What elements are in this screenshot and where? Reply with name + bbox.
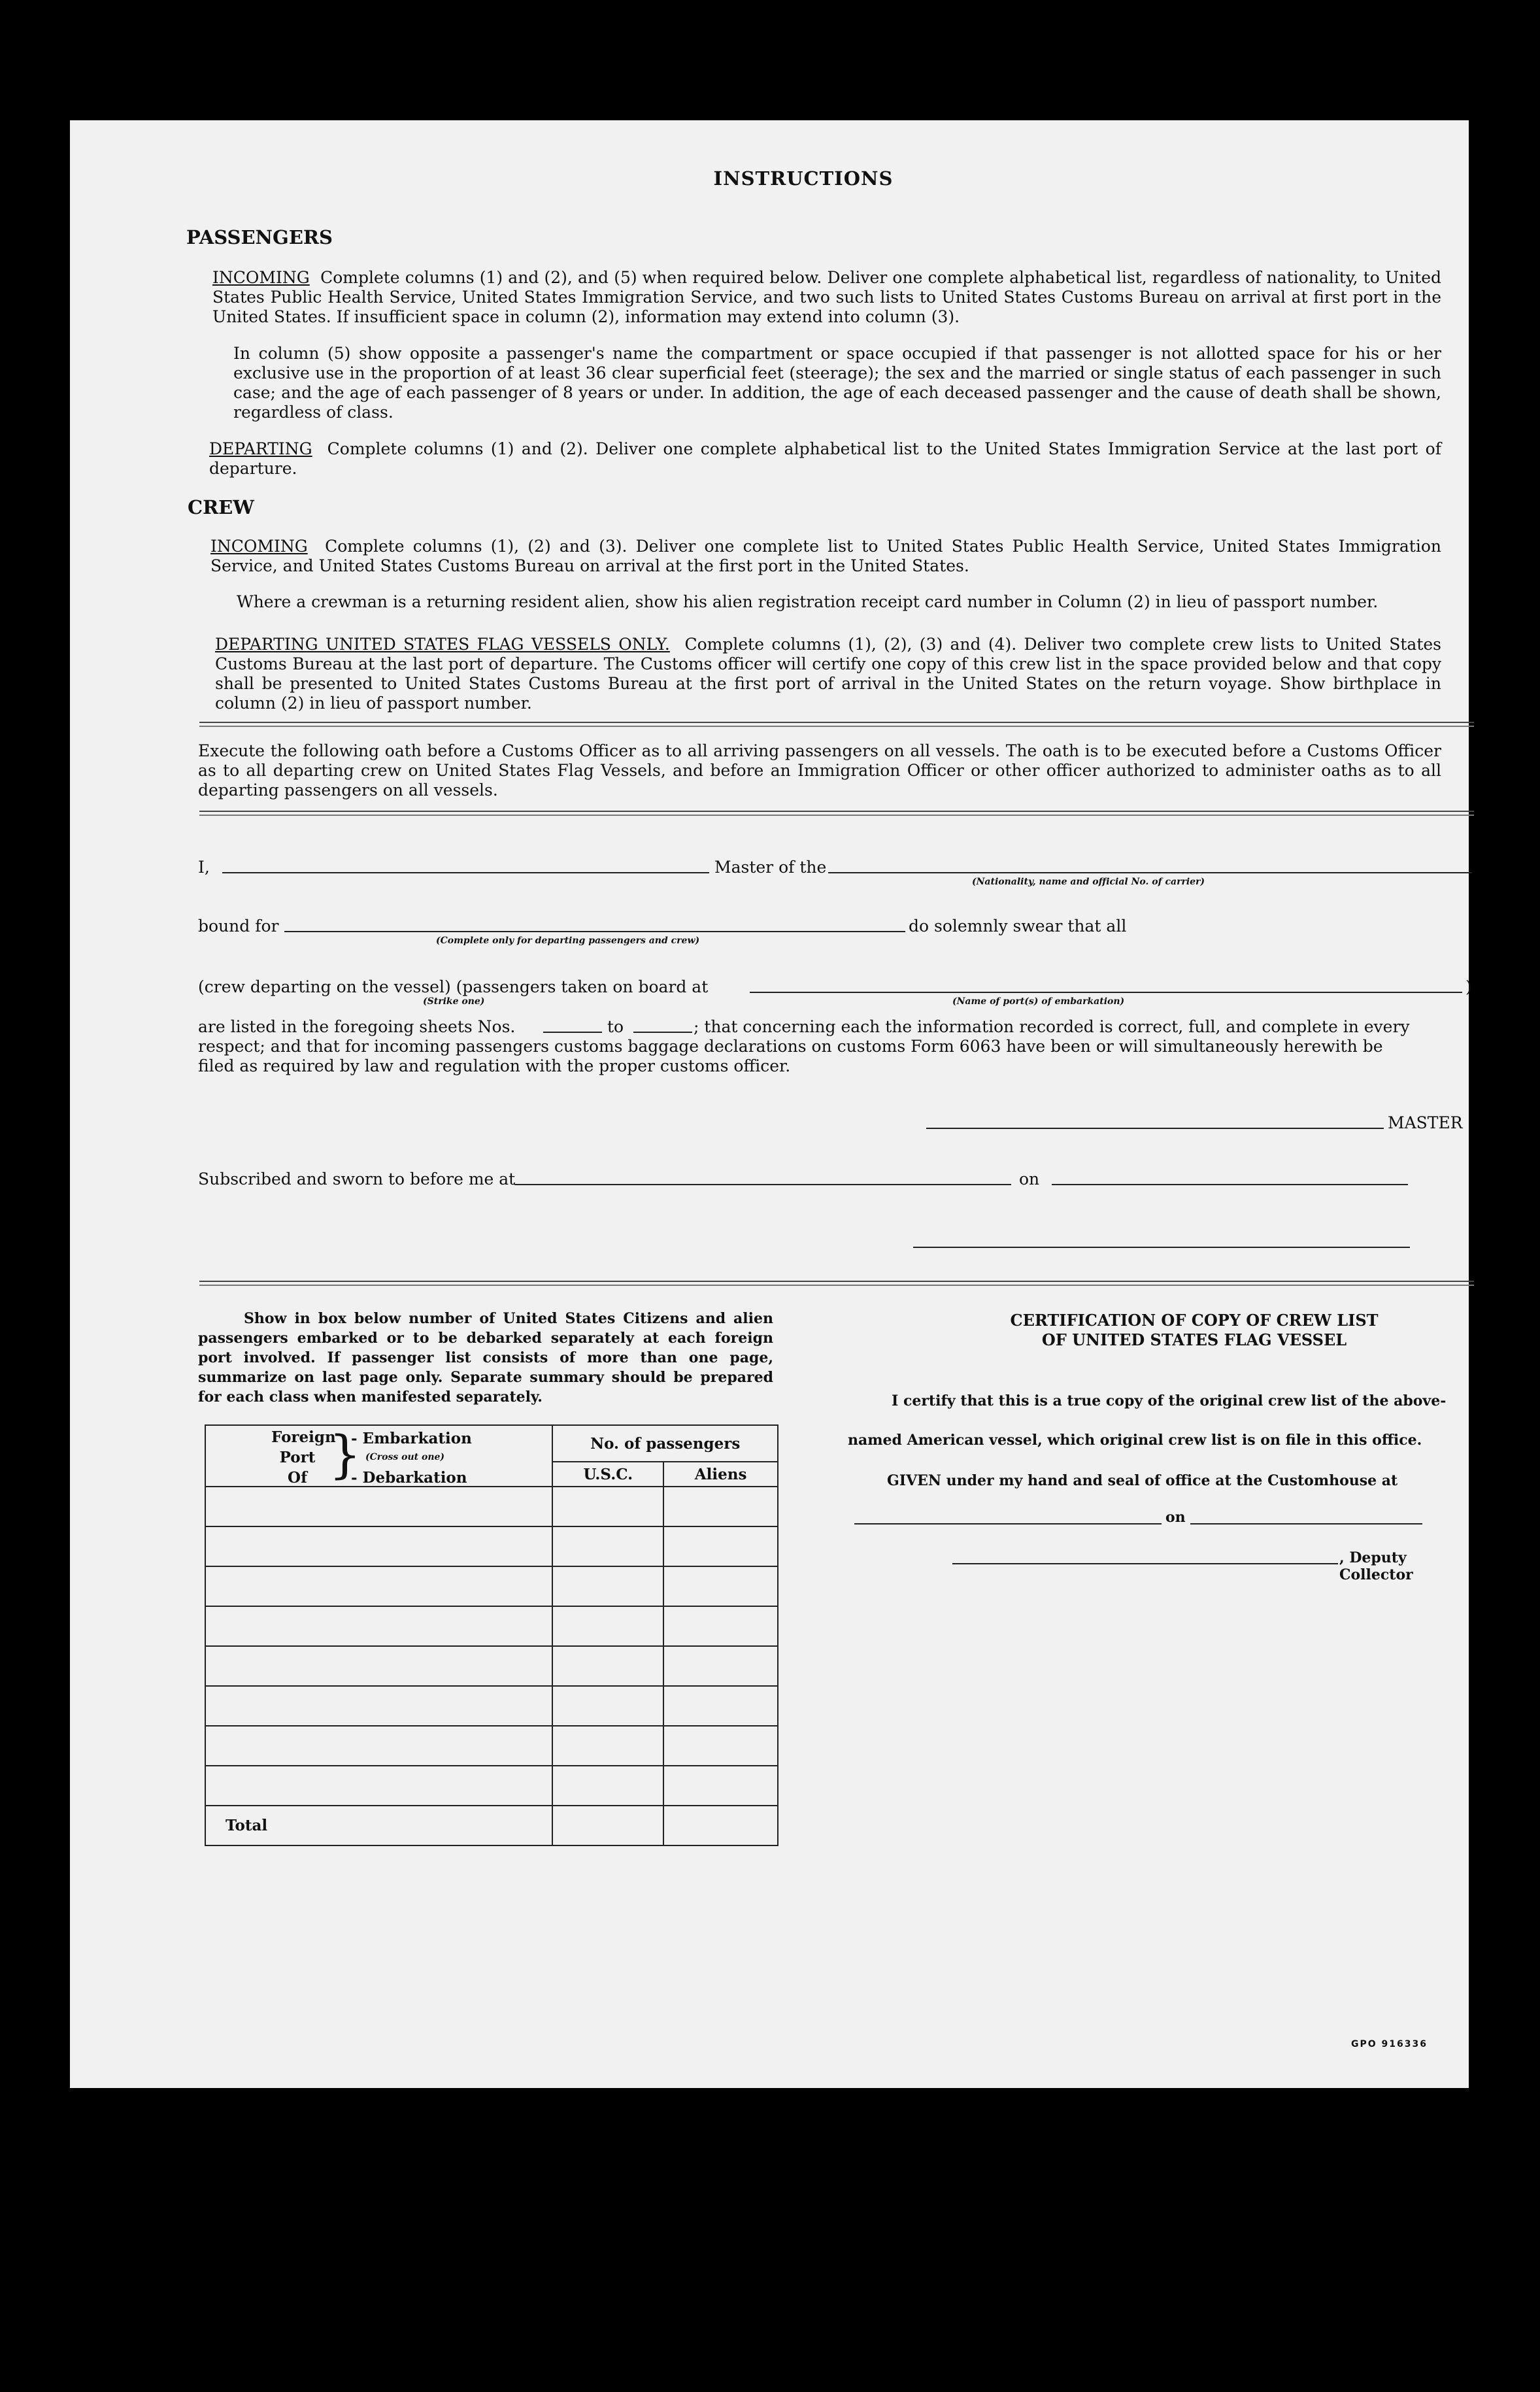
table-row [205, 1766, 778, 1806]
crew-heading: CREW [188, 496, 254, 518]
sheet-to-field[interactable] [633, 1032, 692, 1033]
of-label: Of [288, 1469, 307, 1487]
summary-instruction: Show in box below number of United States Citizens and alien passengers embarked or to be debarked separately at each foreign port involved. If passenger list consists of more than one page, summarize on last page only. Separate summary should be prepared for each class when manifested separately. [198, 1310, 773, 1406]
total-row [205, 1806, 778, 1845]
passengers-departing-text: Complete columns (1) and (2). Deliver one complete alphabetical list to the United States Immigration Service at the last port of departure. [209, 439, 1441, 478]
table-row [205, 1487, 778, 1526]
sworn-date-field[interactable] [1052, 1184, 1408, 1185]
subscribed-label: Subscribed and sworn to before me at [198, 1170, 516, 1188]
complete-caption: (Complete only for departing passengers and crew) [436, 935, 700, 946]
to-label: to [607, 1017, 624, 1036]
sworn-place-field[interactable] [514, 1184, 1011, 1185]
certification-heading-line-1: CERTIFICATION OF COPY OF CREW LIST [1010, 1311, 1379, 1330]
solemnly-swear-label: do solemnly swear that all [909, 917, 1127, 935]
given-text: GIVEN under my hand and seal of office at the Customhouse at [887, 1472, 1398, 1489]
passengers-departing-label: DEPARTING [209, 439, 312, 458]
deputy-signature-field[interactable] [952, 1563, 1338, 1564]
page-title: INSTRUCTIONS [713, 167, 894, 190]
certification-heading [887, 1311, 1501, 1350]
certification-heading-line-2: OF UNITED STATES FLAG VESSEL [1041, 1330, 1347, 1349]
crew-resident-paragraph: Where a crewman is a returning resident alien, show his alien registration receipt card number in Column (2) in lieu of passport number. [237, 592, 1379, 611]
bound-for-label: bound for [198, 917, 279, 935]
carrier-field[interactable] [828, 872, 1472, 873]
crew-departing-text: Complete columns (1), (2), (3) and (4). Deliver two complete crew lists to United States Customs Bureau at the last port of departure. The Customs officer will certify one copy of this crew list in the space provided below and that copy shall be presented to United States Customs Bureau at the first port of arrival in the United States on the return voyage. Show birthplace in column (2) in lieu of passport number. [215, 635, 1441, 713]
cert-date-field[interactable] [1190, 1523, 1422, 1524]
on-label: on [1019, 1170, 1040, 1188]
crew-departing-label: DEPARTING UNITED STATES FLAG VESSELS ONLY. [215, 635, 670, 654]
aliens-header: Aliens [663, 1462, 778, 1487]
table-row [205, 1686, 778, 1726]
table-row [205, 1566, 778, 1606]
table-row [205, 1646, 778, 1686]
listed-text-1: are listed in the foregoing sheets Nos. [198, 1017, 516, 1036]
port-label: Port [279, 1449, 316, 1466]
cert-on-label: on [1165, 1509, 1186, 1526]
master-of-the-label: Master of the [714, 858, 827, 877]
port-header-cell [205, 1425, 552, 1487]
listed-text-4: filed as required by law and regulation with the proper customs officer. [198, 1056, 791, 1075]
divider [199, 722, 1474, 727]
crew-incoming-label: INCOMING [210, 537, 308, 556]
oath-i: I, [198, 858, 210, 877]
table-row [205, 1726, 778, 1766]
sheet-from-field[interactable] [543, 1032, 602, 1033]
crew-passengers-label: (crew departing on the vessel) (passengers taken on board at [198, 977, 709, 996]
certify-text-2: named American vessel, which original crew list is on file in this office. [848, 1432, 1422, 1449]
passengers-incoming-paragraph [212, 268, 1441, 327]
crew-incoming-text: Complete columns (1), (2) and (3). Deliver one complete list to United States Public Health Service, United States Immigration Service, and United States Customs Bureau on arrival at the first port in the United States. [210, 537, 1441, 575]
divider [199, 811, 1474, 816]
listed-text-3: respect; and that for incoming passengers customs baggage declarations on customs Form 6063 have been or will simultaneously herewith be [198, 1037, 1383, 1056]
oath-instruction: Execute the following oath before a Customs Officer as to all arriving passengers on all vessels. The oath is to be executed before a Customs Officer as to all departing crew on United States Flag Vessels, and before an Immigration Officer or other officer authorized to administer oaths as to all departing passengers on all vessels. [198, 741, 1441, 800]
listed-text-2: ; that concerning each the information recorded is correct, full, and complete in every [694, 1017, 1410, 1036]
divider [199, 1281, 1474, 1286]
crew-incoming-paragraph [210, 537, 1441, 576]
nationality-caption: (Nationality, name and official No. of carrier) [972, 877, 1205, 887]
table-row [205, 1526, 778, 1566]
debarkation-option[interactable]: - Debarkation [351, 1469, 467, 1487]
embarkation-option[interactable]: - Embarkation [351, 1430, 472, 1447]
passengers-departing-paragraph [209, 439, 1441, 479]
master-name-field[interactable] [222, 872, 709, 873]
certify-text-1: I certify that this is a true copy of the original crew list of the above- [892, 1392, 1447, 1409]
passengers-heading: PASSENGERS [186, 226, 333, 248]
bound-for-field[interactable] [284, 931, 905, 932]
port-caption: (Name of port(s) of embarkation) [952, 996, 1125, 1007]
officer-signature-field[interactable] [913, 1247, 1410, 1248]
customhouse-field[interactable] [854, 1523, 1162, 1524]
passenger-summary-table [205, 1424, 778, 1846]
usc-header: U.S.C. [552, 1462, 663, 1487]
no-passengers-header: No. of passengers [552, 1425, 778, 1462]
passengers-column5-paragraph: In column (5) show opposite a passenger's name the compartment or space occupied if that passenger is not allotted space for his or her exclusive use in the proportion of at least 36 clear superficial feet (steerage); the sex and the married or single status of each passenger in such case; and the age of each passenger of 8 years or under. In addition, the age of each deceased passenger and the cause of death shall be shown, regardless of class. [233, 344, 1441, 422]
crew-departing-paragraph [215, 635, 1441, 713]
cross-out-caption: (Cross out one) [365, 1452, 445, 1462]
strike-caption: (Strike one) [423, 996, 485, 1007]
deputy-collector-label: , Deputy Collector [1339, 1549, 1413, 1583]
close-paren: ) [1465, 977, 1472, 996]
gpo-code: GPO 916336 [1351, 2039, 1428, 2049]
passengers-incoming-text: Complete columns (1) and (2), and (5) when required below. Deliver one complete alphabetical list, regardless of nationality, to United States Public Health Service, United States Immigration Service, and two such lists to United States Customs Bureau on arrival at first port in the United States. If insufficient space in column (2), information may extend into column (3). [212, 268, 1441, 326]
form-page [70, 120, 1472, 2088]
master-signature-field[interactable] [926, 1128, 1384, 1129]
total-label: Total [205, 1806, 552, 1845]
foreign-label: Foreign [271, 1428, 336, 1446]
embarkation-port-field[interactable] [750, 992, 1462, 993]
passengers-incoming-label: INCOMING [212, 268, 310, 287]
brace-glyph: } [329, 1426, 361, 1485]
master-label: MASTER [1388, 1113, 1463, 1132]
table-row [205, 1606, 778, 1646]
